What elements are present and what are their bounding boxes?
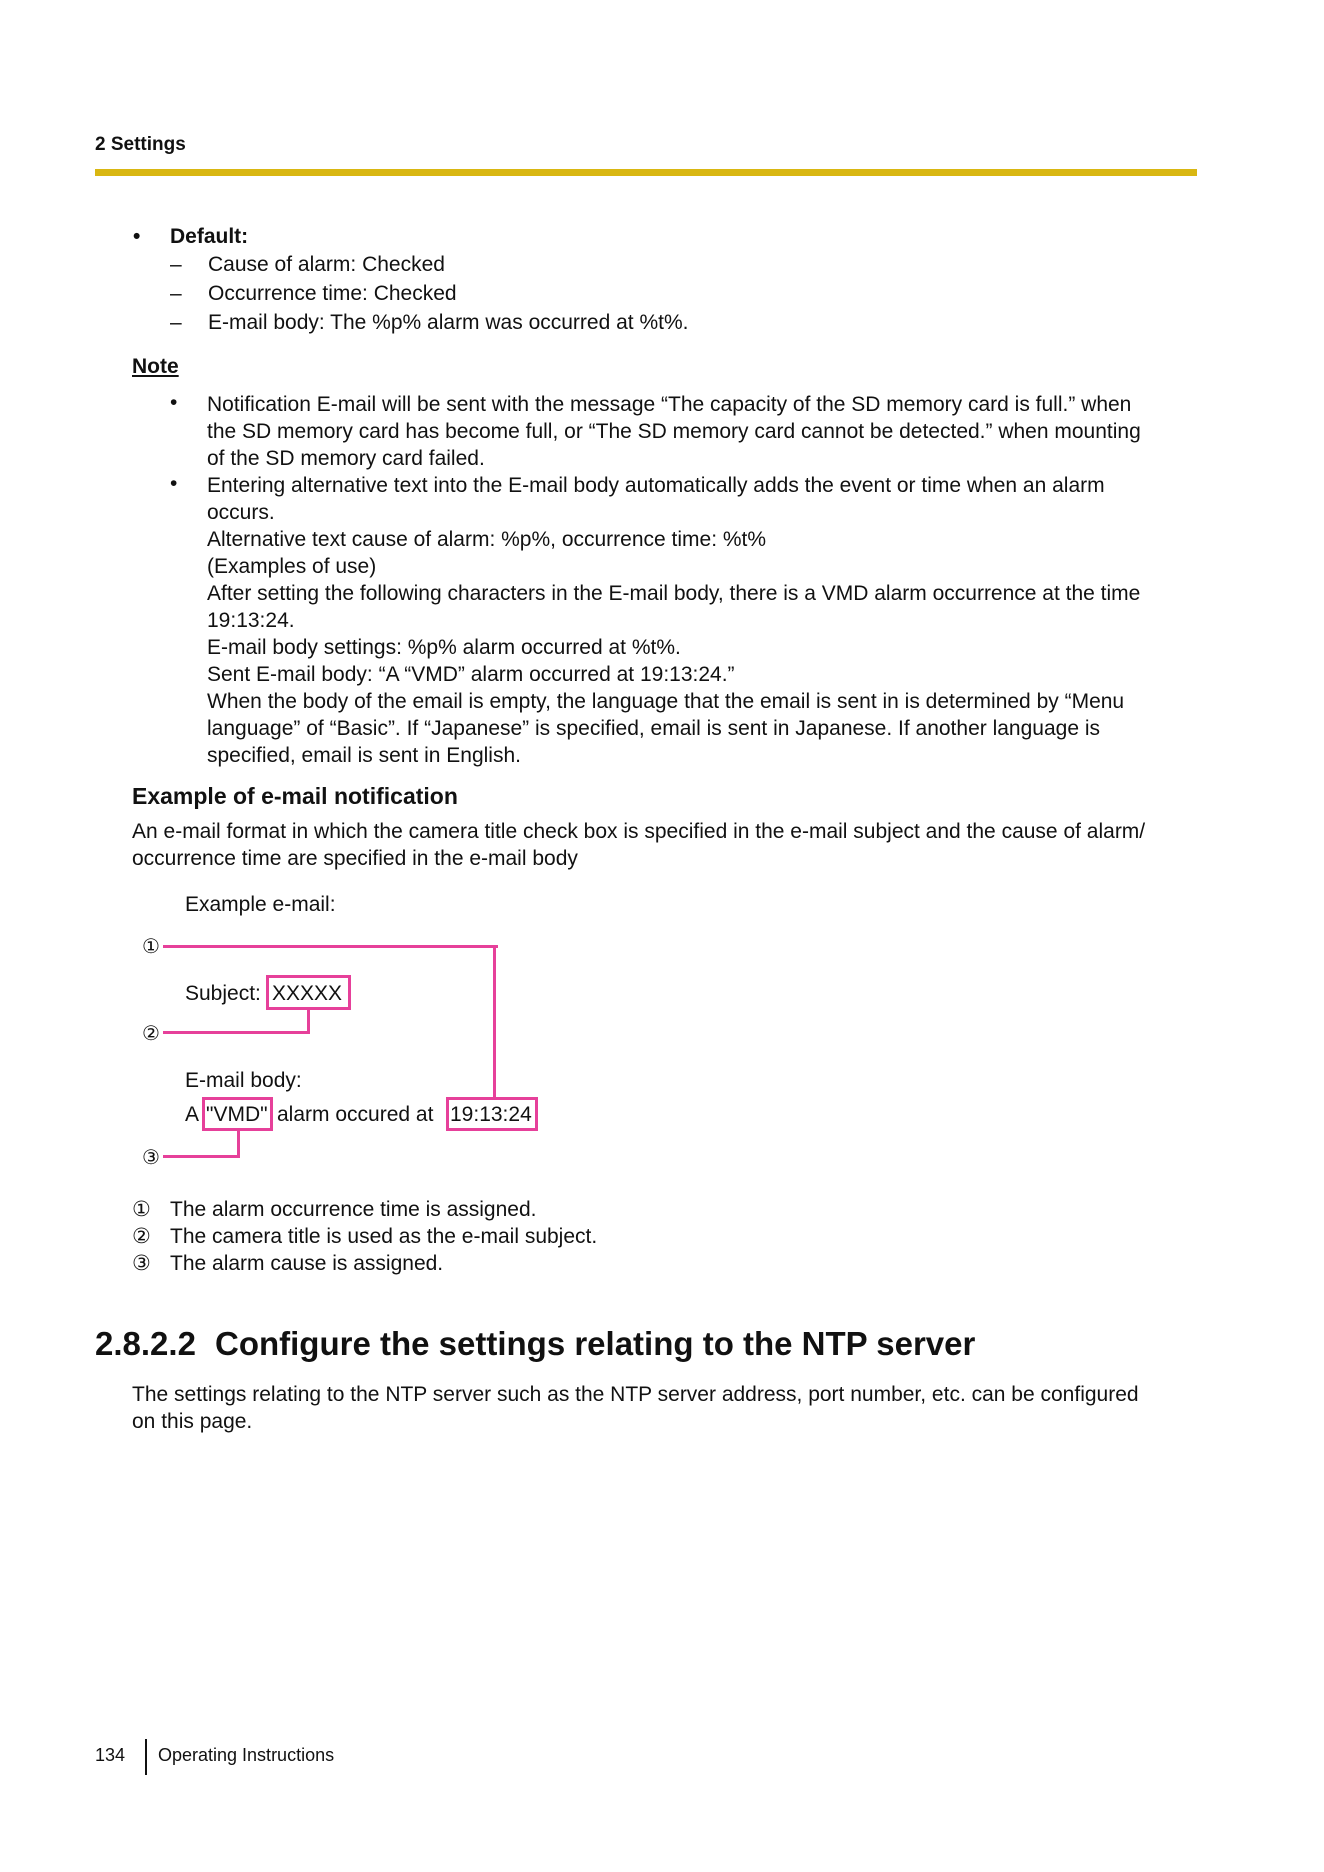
callout-line-1 xyxy=(163,945,498,948)
legend-marker: ③ xyxy=(132,1252,151,1275)
body-prefix: A xyxy=(185,1103,200,1126)
default-title: Default: xyxy=(170,225,249,248)
marker-1: ① xyxy=(142,936,160,958)
marker-3: ③ xyxy=(142,1147,160,1169)
running-header: 2 Settings xyxy=(95,134,186,155)
page-number: 134 xyxy=(95,1745,126,1765)
example-heading: Example of e-mail notification xyxy=(132,783,458,809)
body-middle: alarm occured at xyxy=(277,1103,434,1126)
example-description: An e-mail format in which the camera title check box is specified in the e-mail subject and the cause of alarm/ occurrence time are specified in the e-mail body xyxy=(132,820,1146,870)
subject-label: Subject: xyxy=(185,982,261,1005)
bullet-default: • xyxy=(133,225,141,248)
legend-marker: ① xyxy=(132,1198,151,1221)
section-title: Configure the settings relating to the NTP server xyxy=(215,1325,976,1362)
subject-value: XXXXX xyxy=(272,982,343,1005)
example-email-label: Example e-mail: xyxy=(185,893,336,916)
body-cause: "VMD" xyxy=(206,1103,268,1126)
legend-marker: ② xyxy=(132,1225,151,1248)
document-title: Operating Instructions xyxy=(158,1745,335,1765)
callout-line-1-vertical xyxy=(493,945,496,1100)
default-item: – Cause of alarm: Checked xyxy=(170,253,445,276)
note-bullet1-text: Notification E-mail will be sent with the message “The capacity of the SD memory card is full.” when the SD memory card has become full, or “The SD memory card cannot be detected.” when mounting of the SD memory card failed. xyxy=(207,393,1141,470)
legend-item: ③ The alarm cause is assigned. xyxy=(132,1252,444,1275)
default-item: – Occurrence time: Checked xyxy=(170,282,457,305)
callout-line-3-vertical xyxy=(237,1131,240,1158)
callout-line-3 xyxy=(163,1155,240,1158)
callout-line-2 xyxy=(163,1031,310,1034)
body-time: 19:13:24 xyxy=(450,1103,532,1126)
default-item: – E-mail body: The %p% alarm was occurred at %t%. xyxy=(170,311,689,334)
marker-2: ② xyxy=(142,1023,160,1045)
note-bullet2-text: Entering alternative text into the E-mail body automatically adds the event or time when an alarm occurs. Alternative text cause of alarm: %p%, occurrence time: %t% (Examples of use) After setting the following characters in the E-mail body, there is a VMD alarm occurrence at the time 19:13:24. E-mail body settings: %p% alarm occurred at %t%. Sent E-mail body: “A “VMD” alarm occurred at 19:13:24.” When the body of the email is empty, the language that the email is sent in is determined by “Menu language” of “Basic”. If “Japanese” is specified, email is sent in Japanese. If another language is specified, email is sent in English. xyxy=(207,474,1141,767)
body-label: E-mail body: xyxy=(185,1069,302,1092)
header-rule xyxy=(95,169,1197,176)
footer-divider xyxy=(145,1739,147,1775)
ntp-description: The settings relating to the NTP server such as the NTP server address, port number, etc. can be configured on this page. xyxy=(132,1383,1139,1433)
note-heading: Note xyxy=(132,355,179,378)
legend-item: ① The alarm occurrence time is assigned. xyxy=(132,1198,537,1221)
legend-item: ② The camera title is used as the e-mail subject. xyxy=(132,1225,598,1248)
note-bullet: • xyxy=(170,391,178,414)
note-bullet: • xyxy=(170,472,178,495)
section-number: 2.8.2.2 xyxy=(95,1325,196,1362)
ntp-section-heading xyxy=(95,1325,975,1363)
